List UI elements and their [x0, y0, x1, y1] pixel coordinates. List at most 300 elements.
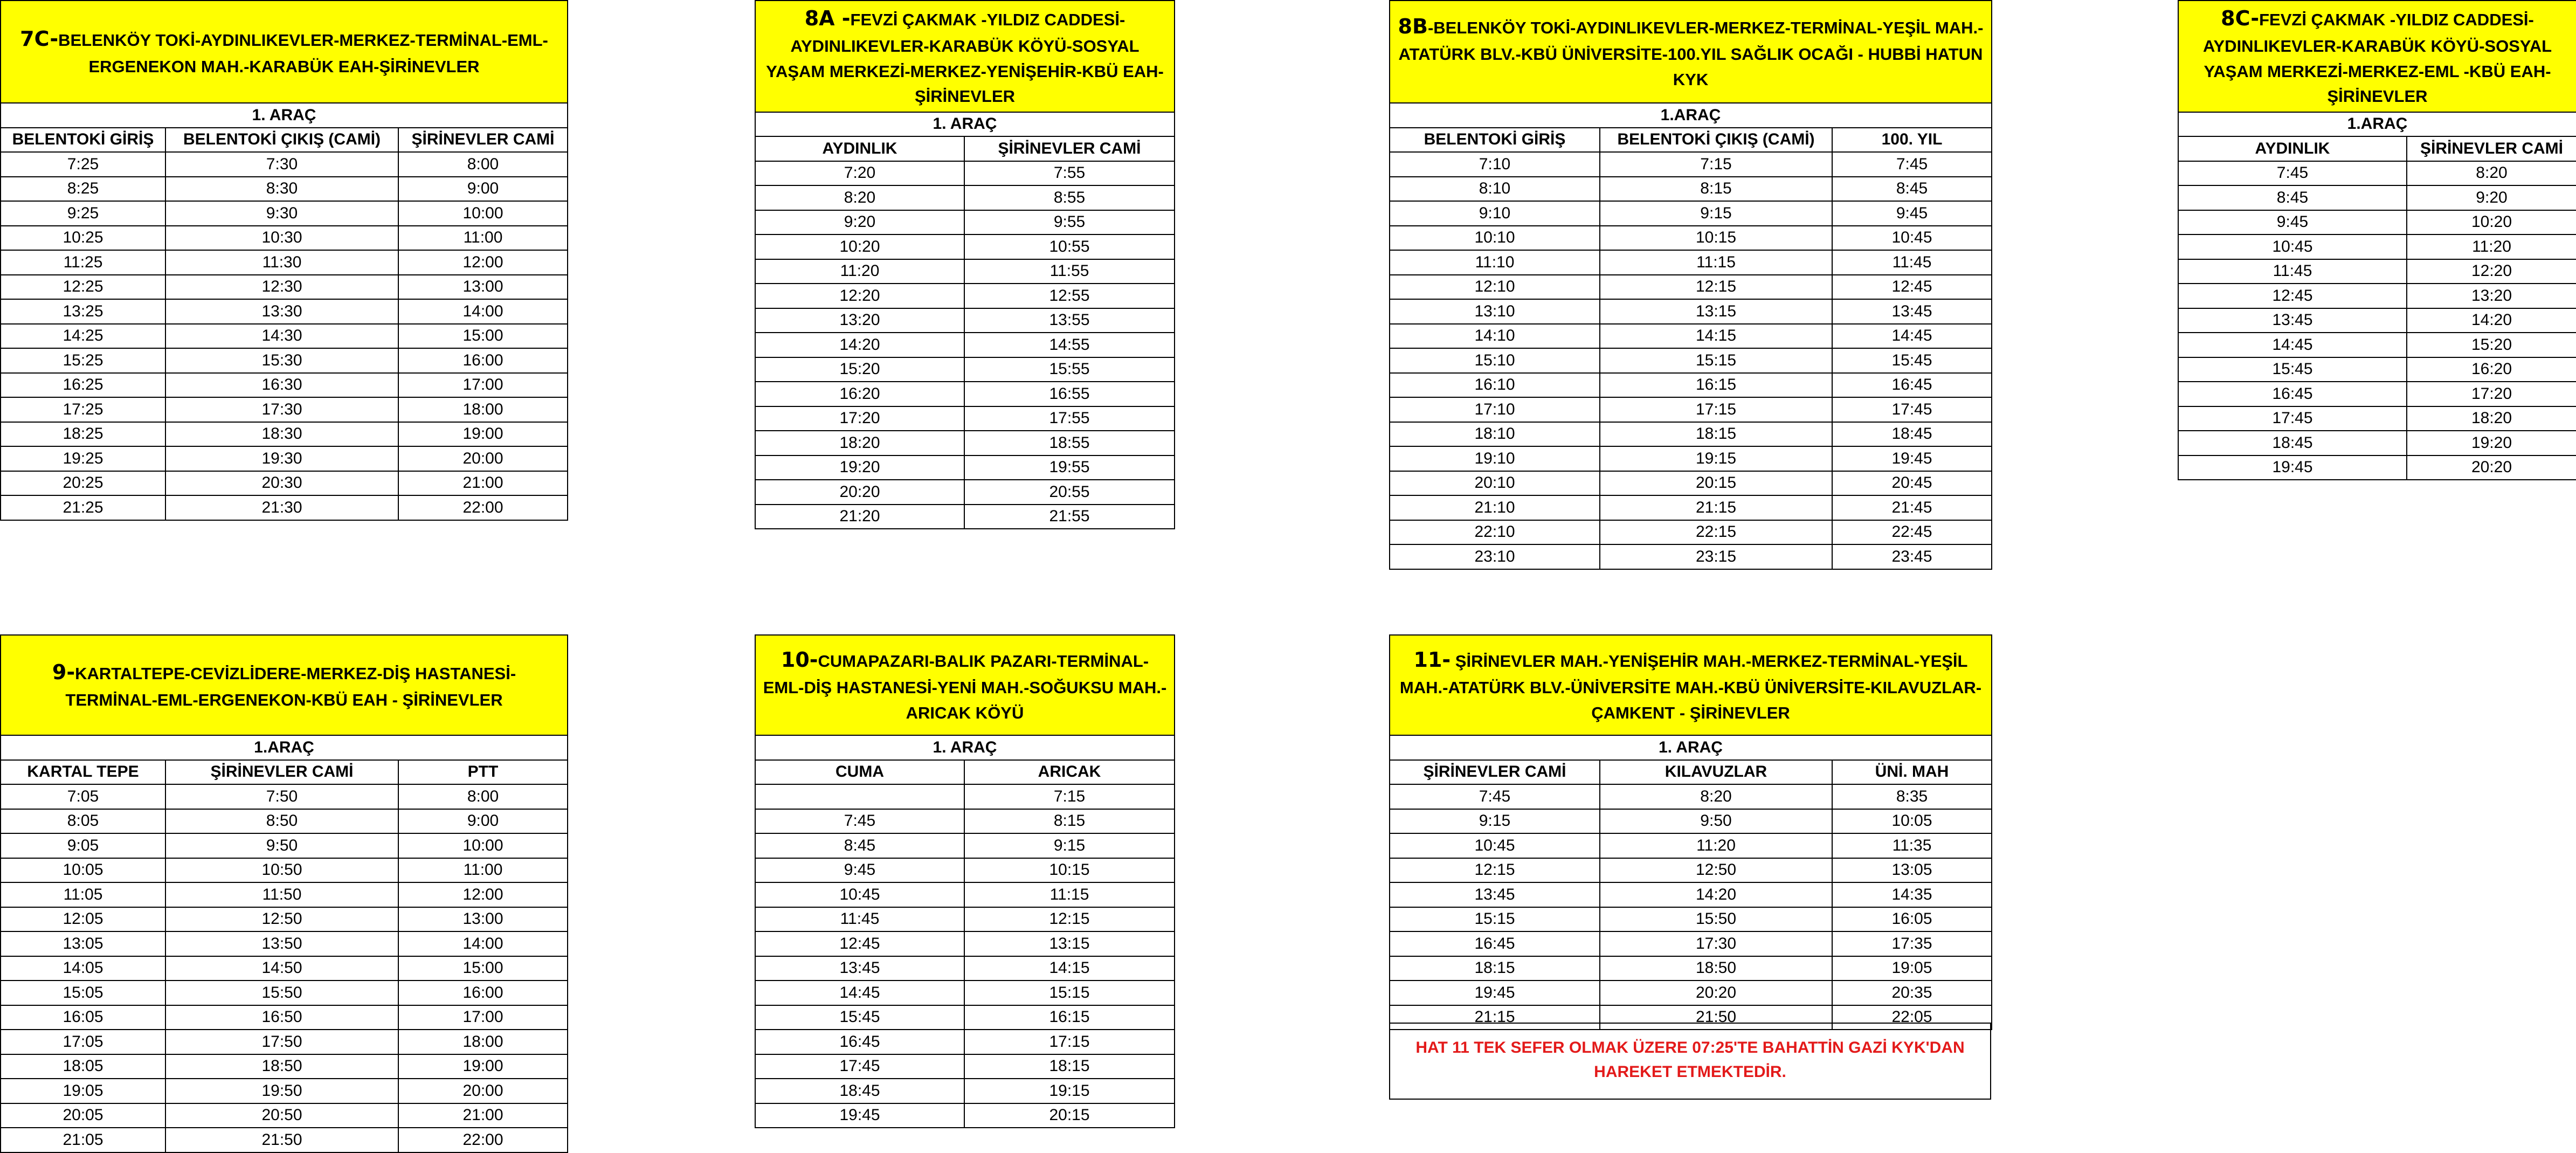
- route-9-timetable: [0, 634, 567, 1153]
- departure-time: 7:15: [964, 784, 1175, 809]
- table-row: [1, 324, 568, 349]
- table-row: [1390, 373, 1992, 398]
- departure-time: 11:35: [1832, 833, 1992, 858]
- departure-time: 23:15: [1600, 544, 1832, 569]
- route-number: 9-: [52, 660, 75, 685]
- column-header: KARTAL TEPE: [1, 760, 165, 785]
- table-row: [755, 1103, 1175, 1128]
- departure-time: 9:00: [398, 177, 568, 202]
- departure-time: 8:45: [755, 833, 964, 858]
- departure-time: 17:55: [964, 406, 1175, 431]
- departure-time: 9:15: [964, 833, 1175, 858]
- table-row: [1, 397, 568, 422]
- departure-time: 16:20: [2407, 357, 2576, 382]
- table-row: [2178, 382, 2576, 406]
- departure-time: 8:00: [398, 152, 568, 177]
- departure-time: 19:15: [1600, 446, 1832, 471]
- table-row: [2178, 161, 2576, 186]
- table-row: [1390, 201, 1992, 226]
- vehicle-label: 1. ARAÇ: [755, 112, 1175, 137]
- table-row: [1, 275, 568, 300]
- table-row: [755, 161, 1175, 186]
- departure-time: 11:05: [1, 882, 165, 907]
- table-row: [755, 1005, 1175, 1030]
- departure-time: 19:50: [165, 1079, 398, 1103]
- table-row: [755, 431, 1175, 455]
- departure-time: 16:20: [755, 382, 964, 406]
- column-header: ŞİRİNEVLER CAMİ: [398, 128, 568, 153]
- departure-time: 13:45: [1390, 882, 1600, 907]
- departure-time: 19:00: [398, 422, 568, 447]
- table-row: [755, 981, 1175, 1005]
- table-row: [1390, 931, 1992, 956]
- departure-time: 15:20: [755, 357, 964, 382]
- route-stops: FEVZİ ÇAKMAK -YILDIZ CADDESİ-AYDINLIKEVLER-KARABÜK KÖYÜ-SOSYAL YAŞAM MERKEZİ-MERKEZ-EML -KBÜ EAH-ŞİRİNEVLER: [2202, 10, 2552, 106]
- departure-time: 19:05: [1832, 956, 1992, 981]
- departure-time: 12:55: [964, 284, 1175, 308]
- departure-time: 14:20: [1600, 882, 1832, 907]
- departure-time: 16:45: [2178, 382, 2407, 406]
- table-row: [1, 177, 568, 202]
- departure-time: 15:10: [1390, 348, 1600, 373]
- departure-time: 22:15: [1600, 520, 1832, 545]
- departure-time: 13:45: [1832, 299, 1992, 324]
- departure-time: 8:15: [964, 809, 1175, 834]
- departure-time: 13:20: [2407, 284, 2576, 308]
- column-header: AYDINLIK: [2178, 136, 2407, 161]
- departure-time: 19:45: [755, 1103, 964, 1128]
- table-row: [1, 1054, 568, 1079]
- table-row: [755, 1030, 1175, 1054]
- departure-time: 14:15: [1600, 324, 1832, 349]
- departure-time: 20:05: [1, 1103, 165, 1128]
- route-7c-timetable: [0, 0, 567, 521]
- table-row: [1, 1005, 568, 1030]
- departure-time: 20:00: [398, 1079, 568, 1103]
- departure-time: 10:25: [1, 226, 165, 251]
- timetable: [1389, 634, 1992, 1030]
- table-row: [755, 1079, 1175, 1103]
- departure-time: 15:50: [165, 981, 398, 1005]
- departure-time: 12:00: [398, 250, 568, 275]
- departure-time: 15:50: [1600, 907, 1832, 932]
- table-row: [755, 505, 1175, 529]
- departure-time: 9:45: [1832, 201, 1992, 226]
- departure-time: 8:20: [755, 185, 964, 210]
- departure-time: 21:05: [1, 1128, 165, 1152]
- departure-time: 11:15: [964, 882, 1175, 907]
- departure-time: 10:10: [1390, 226, 1600, 251]
- departure-time: 15:55: [964, 357, 1175, 382]
- route-8b-timetable: [1389, 0, 1991, 570]
- departure-time: 8:25: [1, 177, 165, 202]
- table-row: [1, 250, 568, 275]
- departure-time: 12:45: [755, 931, 964, 956]
- route-stops: FEVZİ ÇAKMAK -YILDIZ CADDESİ-AYDINLIKEVLER-KARABÜK KÖYÜ-SOSYAL YAŞAM MERKEZİ-MERKEZ-YENİŞEHİR-KBÜ EAH-ŞİRİNEVLER: [766, 10, 1164, 106]
- departure-time: 11:00: [398, 858, 568, 883]
- departure-time: 18:30: [165, 422, 398, 447]
- route-header: [1, 635, 568, 735]
- departure-time: 17:30: [165, 397, 398, 422]
- route-number: 10-: [781, 648, 818, 672]
- departure-time: 9:20: [755, 210, 964, 235]
- departure-time: 12:15: [1600, 275, 1832, 300]
- departure-time: 21:15: [1600, 495, 1832, 520]
- departure-time: 16:50: [165, 1005, 398, 1030]
- departure-time: 12:15: [1390, 858, 1600, 883]
- departure-time: 9:55: [964, 210, 1175, 235]
- departure-time: 20:15: [1600, 471, 1832, 496]
- departure-time: 19:45: [1390, 981, 1600, 1005]
- departure-time: 18:00: [398, 1030, 568, 1054]
- departure-time: 19:45: [2178, 455, 2407, 480]
- departure-time: 13:05: [1832, 858, 1992, 883]
- route-stops: -BELENKÖY TOKİ-AYDINLIKEVLER-MERKEZ-TERMİNAL-YEŞİL MAH.-ATATÜRK BLV.-KBÜ ÜNİVERSİTE-100.YIL SAĞLIK OCAĞI - HUBBİ HATUN KYK: [1398, 18, 1984, 89]
- table-row: [1390, 348, 1992, 373]
- departure-time: 8:05: [1, 809, 165, 834]
- departure-time: 10:15: [964, 858, 1175, 883]
- departure-time: 9:15: [1390, 809, 1600, 834]
- table-row: [755, 210, 1175, 235]
- departure-time: 8:45: [1832, 177, 1992, 202]
- departure-time: 12:45: [1832, 275, 1992, 300]
- departure-time: 18:05: [1, 1054, 165, 1079]
- column-header: ŞİRİNEVLER CAMİ: [165, 760, 398, 785]
- departure-time: 9:45: [755, 858, 964, 883]
- departure-time: 14:35: [1832, 882, 1992, 907]
- table-row: [2178, 333, 2576, 357]
- departure-time: 21:00: [398, 1103, 568, 1128]
- departure-time: 18:20: [2407, 406, 2576, 431]
- table-row: [1, 471, 568, 496]
- departure-time: 19:30: [165, 446, 398, 471]
- departure-time: 15:45: [755, 1005, 964, 1030]
- vehicle-label: 1. ARAÇ: [1, 103, 568, 128]
- table-row: [1390, 981, 1992, 1005]
- table-row: [1, 495, 568, 520]
- table-row: [1390, 226, 1992, 251]
- departure-time: 11:20: [1600, 833, 1832, 858]
- departure-time: 19:55: [964, 455, 1175, 480]
- departure-time: 19:15: [964, 1079, 1175, 1103]
- route-header: [2178, 1, 2576, 112]
- departure-time: 14:45: [755, 981, 964, 1005]
- departure-time: 21:50: [165, 1128, 398, 1152]
- departure-time: 17:10: [1390, 397, 1600, 422]
- table-row: [755, 185, 1175, 210]
- departure-time: 18:20: [755, 431, 964, 455]
- vehicle-label: 1. ARAÇ: [1390, 735, 1992, 760]
- departure-time: 13:50: [165, 931, 398, 956]
- departure-time: 9:50: [165, 833, 398, 858]
- table-row: [755, 333, 1175, 357]
- table-row: [1390, 324, 1992, 349]
- departure-time: 10:20: [2407, 210, 2576, 235]
- vehicle-label: 1.ARAÇ: [2178, 112, 2576, 137]
- table-row: [755, 284, 1175, 308]
- table-row: [1390, 471, 1992, 496]
- departure-time: 11:20: [755, 259, 964, 284]
- table-row: [755, 357, 1175, 382]
- departure-time: 21:10: [1390, 495, 1600, 520]
- route-number: 7C-: [20, 27, 59, 51]
- departure-time: 10:55: [964, 234, 1175, 259]
- departure-time: 19:25: [1, 446, 165, 471]
- departure-time: 17:50: [165, 1030, 398, 1054]
- vehicle-label: 1. ARAÇ: [755, 735, 1175, 760]
- route-8a-timetable: [755, 0, 1174, 529]
- departure-time: 17:15: [1600, 397, 1832, 422]
- departure-time: 12:50: [165, 907, 398, 932]
- departure-time: 13:20: [755, 308, 964, 333]
- departure-time: 9:10: [1390, 201, 1600, 226]
- table-row: [1, 1079, 568, 1103]
- departure-time: 7:05: [1, 784, 165, 809]
- departure-time: 10:30: [165, 226, 398, 251]
- departure-time: 17:20: [755, 406, 964, 431]
- departure-time: 11:45: [2178, 259, 2407, 284]
- departure-time: 13:15: [964, 931, 1175, 956]
- table-row: [1390, 858, 1992, 883]
- table-row: [1, 226, 568, 251]
- route-stops: ŞİRİNEVLER MAH.-YENİŞEHİR MAH.-MERKEZ-TERMİNAL-YEŞİL MAH.-ATATÜRK BLV.-ÜNİVERSİTE MAH.-KBÜ ÜNİVERSİTE-KILAVUZLAR-ÇAMKENT - ŞİRİNEVLER: [1399, 652, 1982, 722]
- timetable: [0, 0, 568, 521]
- table-row: [1, 373, 568, 398]
- departure-time: 13:25: [1, 299, 165, 324]
- table-row: [755, 833, 1175, 858]
- departure-time: 9:25: [1, 201, 165, 226]
- departure-time: 11:50: [165, 882, 398, 907]
- departure-time: 15:05: [1, 981, 165, 1005]
- timetable: [755, 0, 1175, 529]
- departure-time: 19:05: [1, 1079, 165, 1103]
- column-header: ÜNİ. MAH: [1832, 760, 1992, 785]
- table-row: [1390, 907, 1992, 932]
- departure-time: 13:10: [1390, 299, 1600, 324]
- table-row: [1390, 152, 1992, 177]
- departure-time: 20:10: [1390, 471, 1600, 496]
- departure-time: 9:50: [1600, 809, 1832, 834]
- departure-time: 18:50: [1600, 956, 1832, 981]
- table-row: [2178, 308, 2576, 333]
- table-row: [1, 1128, 568, 1152]
- timetable: [2178, 0, 2576, 480]
- departure-time: 15:45: [1832, 348, 1992, 373]
- departure-time: 10:05: [1832, 809, 1992, 834]
- departure-time: 9:30: [165, 201, 398, 226]
- departure-time: 18:15: [964, 1054, 1175, 1079]
- departure-time: 16:00: [398, 348, 568, 373]
- departure-time: 8:10: [1390, 177, 1600, 202]
- departure-time: 20:20: [1600, 981, 1832, 1005]
- departure-time: 20:45: [1832, 471, 1992, 496]
- departure-time: 14:30: [165, 324, 398, 349]
- departure-time: 20:00: [398, 446, 568, 471]
- departure-time: 16:45: [755, 1030, 964, 1054]
- departure-time: 21:45: [1832, 495, 1992, 520]
- departure-time: 10:45: [2178, 234, 2407, 259]
- table-row: [1, 784, 568, 809]
- departure-time: 13:05: [1, 931, 165, 956]
- table-row: [755, 480, 1175, 505]
- table-row: [755, 382, 1175, 406]
- departure-time: 14:55: [964, 333, 1175, 357]
- departure-time: 10:00: [398, 833, 568, 858]
- departure-time: 21:15: [1390, 1005, 1600, 1030]
- departure-time: 10:45: [1390, 833, 1600, 858]
- departure-time: 17:20: [2407, 382, 2576, 406]
- route-header: [755, 1, 1175, 112]
- departure-time: 19:10: [1390, 446, 1600, 471]
- departure-time: 21:55: [964, 505, 1175, 529]
- departure-time: 7:30: [165, 152, 398, 177]
- departure-time: 20:20: [2407, 455, 2576, 480]
- table-row: [755, 931, 1175, 956]
- departure-time: 21:50: [1600, 1005, 1832, 1030]
- departure-time: 17:00: [398, 1005, 568, 1030]
- departure-time: 17:25: [1, 397, 165, 422]
- departure-time: 20:25: [1, 471, 165, 496]
- departure-time: 16:30: [165, 373, 398, 398]
- route-stops: CUMAPAZARI-BALIK PAZARI-TERMİNAL-EML-DİŞ HASTANESİ-YENİ MAH.-SOĞUKSU MAH.-ARICAK KÖYÜ: [763, 652, 1167, 722]
- departure-time: 14:00: [398, 931, 568, 956]
- table-row: [1, 152, 568, 177]
- departure-time: 10:50: [165, 858, 398, 883]
- departure-time: 16:15: [1600, 373, 1832, 398]
- departure-time: 18:45: [755, 1079, 964, 1103]
- departure-time: 13:45: [755, 956, 964, 981]
- table-row: [2178, 210, 2576, 235]
- departure-time: 13:15: [1600, 299, 1832, 324]
- departure-time: 17:30: [1600, 931, 1832, 956]
- departure-time: 11:45: [1832, 250, 1992, 275]
- route-note: HAT 11 TEK SEFER OLMAK ÜZERE 07:25'TE BAHATTİN GAZİ KYK'DAN HAREKET ETMEKTEDİR.: [1389, 1023, 1991, 1100]
- departure-time: 14:15: [964, 956, 1175, 981]
- departure-time: 20:35: [1832, 981, 1992, 1005]
- route-11-timetable: [1389, 634, 1991, 1030]
- departure-time: 17:35: [1832, 931, 1992, 956]
- departure-time: 22:00: [398, 1128, 568, 1152]
- departure-time: 8:50: [165, 809, 398, 834]
- departure-time: 19:45: [1832, 446, 1992, 471]
- table-row: [1390, 882, 1992, 907]
- departure-time: 16:55: [964, 382, 1175, 406]
- column-header: BELENTOKİ GİRİŞ: [1, 128, 165, 153]
- vehicle-label: 1.ARAÇ: [1390, 103, 1992, 128]
- table-row: [755, 956, 1175, 981]
- table-row: [755, 784, 1175, 809]
- departure-time: 11:15: [1600, 250, 1832, 275]
- departure-time: 18:10: [1390, 422, 1600, 447]
- table-row: [1, 446, 568, 471]
- column-header: BELENTOKİ GİRİŞ: [1390, 128, 1600, 153]
- column-header: PTT: [398, 760, 568, 785]
- departure-time: 15:30: [165, 348, 398, 373]
- departure-time: 8:35: [1832, 784, 1992, 809]
- departure-time: 16:45: [1390, 931, 1600, 956]
- departure-time: 22:10: [1390, 520, 1600, 545]
- table-row: [1390, 956, 1992, 981]
- column-header: ARICAK: [964, 760, 1175, 785]
- table-row: [1, 809, 568, 834]
- departure-time: 12:45: [2178, 284, 2407, 308]
- departure-time: 8:45: [2178, 185, 2407, 210]
- departure-time: 18:15: [1390, 956, 1600, 981]
- table-row: [2178, 455, 2576, 480]
- timetable: [755, 634, 1175, 1128]
- column-header: 100. YIL: [1832, 128, 1992, 153]
- departure-time: 23:10: [1390, 544, 1600, 569]
- departure-time: 16:15: [964, 1005, 1175, 1030]
- departure-time: 18:25: [1, 422, 165, 447]
- departure-time: 7:45: [1390, 784, 1600, 809]
- departure-time: 9:20: [2407, 185, 2576, 210]
- table-row: [1390, 520, 1992, 545]
- departure-time: 17:45: [1832, 397, 1992, 422]
- table-row: [1, 858, 568, 883]
- table-row: [1, 299, 568, 324]
- departure-time: 18:15: [1600, 422, 1832, 447]
- table-row: [1390, 250, 1992, 275]
- table-row: [1, 201, 568, 226]
- table-row: [1, 1030, 568, 1054]
- departure-time: 16:45: [1832, 373, 1992, 398]
- table-row: [1390, 177, 1992, 202]
- departure-time: 20:30: [165, 471, 398, 496]
- table-row: [755, 907, 1175, 932]
- departure-time: 18:45: [1832, 422, 1992, 447]
- departure-time: 16:00: [398, 981, 568, 1005]
- departure-time: 16:05: [1, 1005, 165, 1030]
- table-row: [1390, 446, 1992, 471]
- departure-time: 14:20: [2407, 308, 2576, 333]
- table-row: [1, 956, 568, 981]
- departure-time: 11:20: [2407, 234, 2576, 259]
- departure-time: 13:00: [398, 907, 568, 932]
- departure-time: 14:10: [1390, 324, 1600, 349]
- departure-time: 7:25: [1, 152, 165, 177]
- table-row: [1390, 784, 1992, 809]
- departure-time: 12:20: [755, 284, 964, 308]
- table-row: [1, 833, 568, 858]
- departure-time: 7:15: [1600, 152, 1832, 177]
- departure-time: 17:00: [398, 373, 568, 398]
- departure-time: [755, 784, 964, 809]
- departure-time: 12:30: [165, 275, 398, 300]
- table-row: [1390, 397, 1992, 422]
- departure-time: 9:00: [398, 809, 568, 834]
- departure-time: 15:00: [398, 956, 568, 981]
- departure-time: 14:20: [755, 333, 964, 357]
- departure-time: 8:30: [165, 177, 398, 202]
- departure-time: 11:55: [964, 259, 1175, 284]
- table-row: [755, 1054, 1175, 1079]
- departure-time: 17:15: [964, 1030, 1175, 1054]
- departure-time: 19:00: [398, 1054, 568, 1079]
- departure-time: 7:45: [2178, 161, 2407, 186]
- departure-time: 21:00: [398, 471, 568, 496]
- departure-time: 15:15: [1600, 348, 1832, 373]
- departure-time: 22:05: [1832, 1005, 1992, 1030]
- table-row: [755, 406, 1175, 431]
- departure-time: 14:45: [1832, 324, 1992, 349]
- vehicle-label: 1.ARAÇ: [1, 735, 568, 760]
- table-row: [2178, 357, 2576, 382]
- table-row: [1, 1103, 568, 1128]
- departure-time: 8:20: [2407, 161, 2576, 186]
- route-number: 8C-: [2221, 6, 2260, 30]
- column-header: CUMA: [755, 760, 964, 785]
